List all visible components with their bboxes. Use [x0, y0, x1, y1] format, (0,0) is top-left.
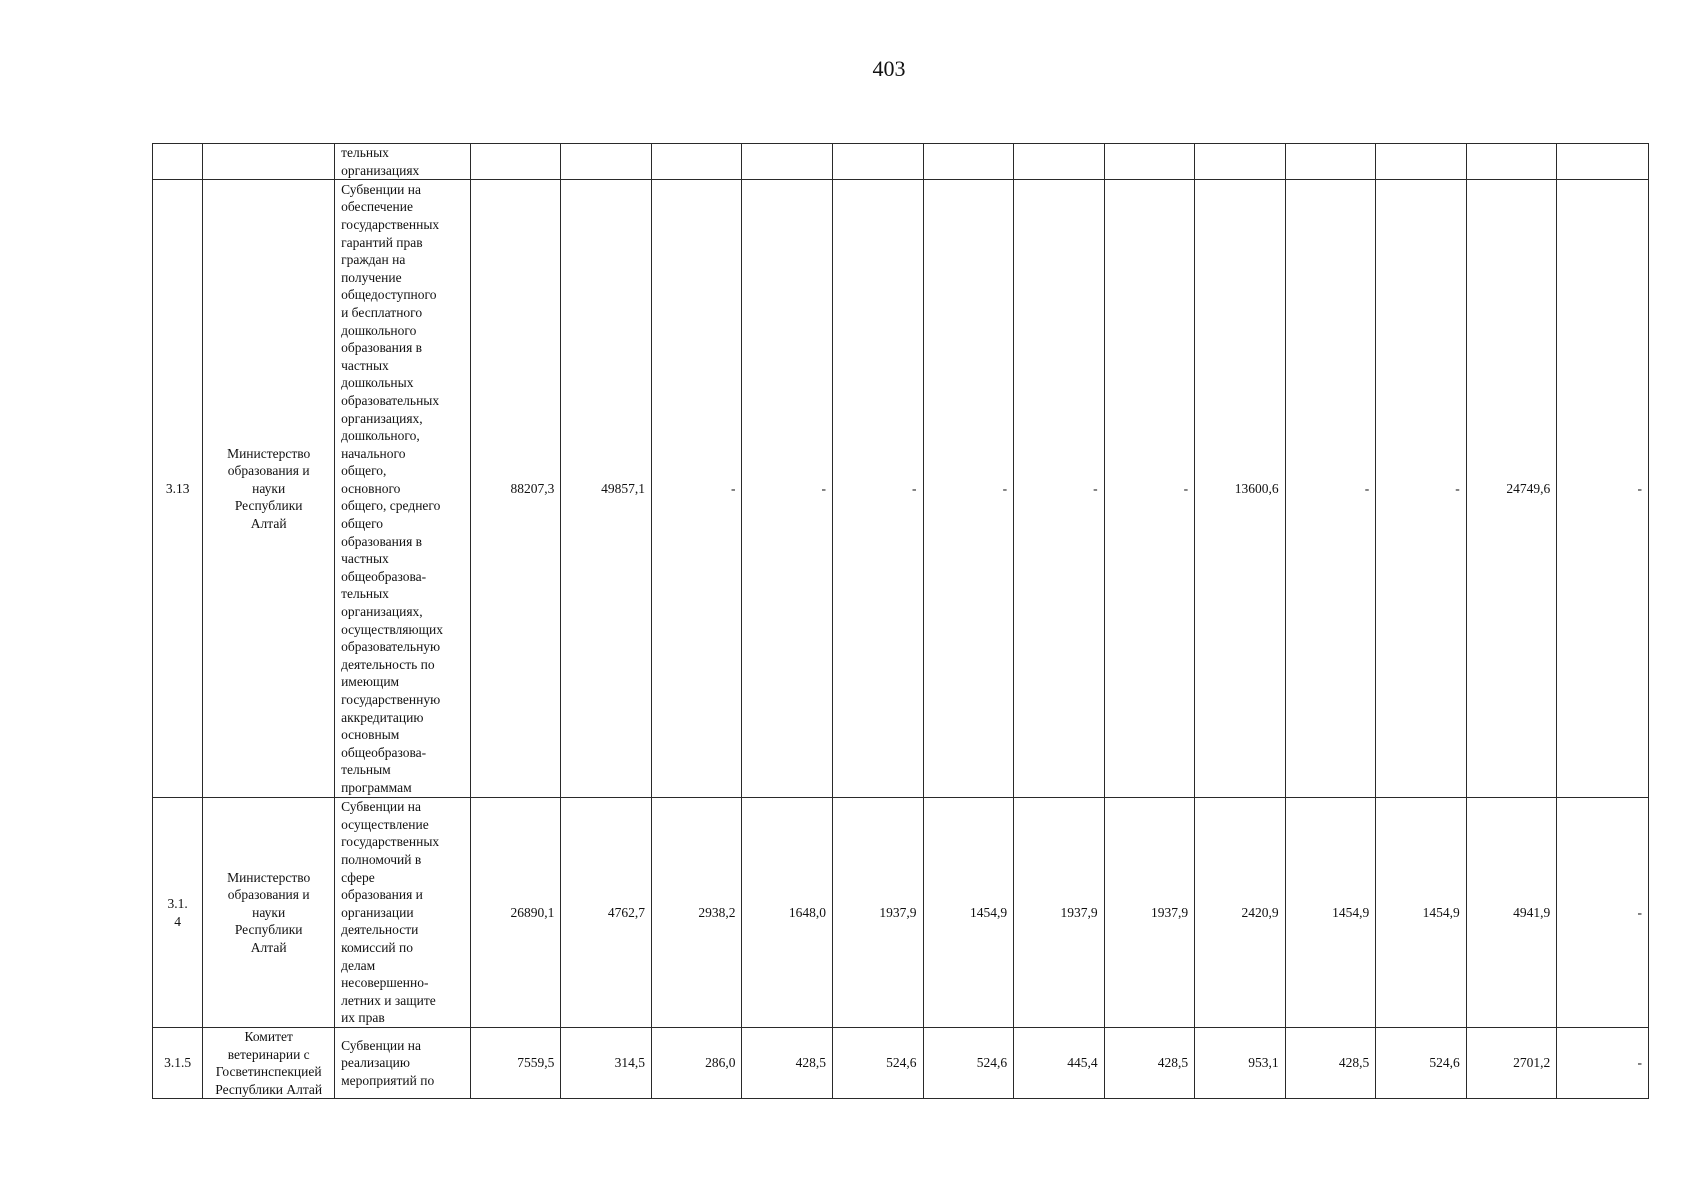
amount-cell: 445,4 [1014, 1027, 1105, 1098]
amount-cell: - [742, 180, 833, 798]
amount-cell [1195, 144, 1286, 180]
description-line: государственную [341, 692, 441, 708]
organization-line: Алтай [250, 516, 287, 532]
description-line: тельным [341, 762, 391, 778]
amount-cell [923, 144, 1014, 180]
amount-cell [1104, 144, 1195, 180]
table-row [153, 180, 1649, 798]
description-line: образования и [341, 887, 423, 903]
amount-cell: 1454,9 [1285, 798, 1376, 1028]
amount-cell: - [1557, 180, 1649, 798]
amount-cell: 428,5 [1285, 1027, 1376, 1098]
organization-line: ветеринарии с [227, 1046, 310, 1062]
organization-line: Министерство [227, 869, 311, 885]
amount-cell: - [1376, 180, 1467, 798]
description-line: имеющим [341, 674, 400, 690]
amount-cell: 2420,9 [1195, 798, 1286, 1028]
description-cell [335, 144, 471, 180]
amount-cell [1466, 144, 1557, 180]
description-line: обеспечение [341, 199, 413, 215]
description-line: получение [341, 269, 402, 285]
description-line: образовательных [341, 392, 440, 408]
amount-cell: 13600,6 [1195, 180, 1286, 798]
description-line: дошкольных [341, 375, 414, 391]
amount-cell [1376, 144, 1467, 180]
organization-line: Республики [234, 922, 303, 938]
amount-cell: 4941,9 [1466, 798, 1557, 1028]
row-code-cell: 3.1. 4 [153, 798, 203, 1028]
amount-cell [1014, 144, 1105, 180]
description-line: сфере [341, 869, 375, 885]
amount-cell: - [1014, 180, 1105, 798]
amount-cell: - [923, 180, 1014, 798]
description-line: организациях, [341, 410, 423, 426]
description-line: частных [341, 357, 389, 373]
amount-cell: 524,6 [923, 1027, 1014, 1098]
page-number: 403 [872, 56, 906, 81]
description-line: летних и защите [341, 992, 436, 1008]
amount-cell: 88207,3 [470, 180, 561, 798]
description-cell [335, 798, 471, 1028]
amount-cell: 24749,6 [1466, 180, 1557, 798]
amount-cell: 286,0 [651, 1027, 742, 1098]
amount-cell: 1454,9 [1376, 798, 1467, 1028]
description-line: программам [341, 779, 412, 795]
amount-cell: 1454,9 [923, 798, 1014, 1028]
organization-line: Министерство [227, 445, 311, 461]
description-line: образования в [341, 340, 423, 356]
organization-line: Комитет [244, 1028, 293, 1044]
amount-cell: 314,5 [561, 1027, 652, 1098]
amount-cell: 953,1 [1195, 1027, 1286, 1098]
amount-cell: 1937,9 [1014, 798, 1105, 1028]
row-code-cell [153, 144, 203, 180]
description-line: основным [341, 727, 400, 743]
description-line: тельных [341, 586, 389, 602]
description-line: деятельность по [341, 656, 435, 672]
organization-line: образования и [227, 463, 310, 479]
amount-cell [651, 144, 742, 180]
amount-cell [833, 144, 924, 180]
description-line: общего [341, 516, 384, 532]
amount-cell: - [1104, 180, 1195, 798]
description-line: деятельности [341, 922, 419, 938]
amount-cell: 428,5 [742, 1027, 833, 1098]
budget-table [152, 143, 1649, 1099]
description-line: общеобразова- [341, 744, 427, 760]
description-line: организациях, [341, 604, 423, 620]
description-line: Субвенции на [341, 181, 421, 197]
organization-cell [203, 798, 335, 1028]
description-line: Субвенции на [341, 1037, 421, 1053]
amount-cell: 7559,5 [470, 1027, 561, 1098]
description-line: организации [341, 904, 414, 920]
organization-line: образования и [227, 887, 310, 903]
table-row [153, 1027, 1649, 1098]
amount-cell: - [651, 180, 742, 798]
description-line: образовательную [341, 639, 441, 655]
amount-cell: 1937,9 [1104, 798, 1195, 1028]
amount-cell [1285, 144, 1376, 180]
organization-line: Госветинспекцией [215, 1064, 322, 1080]
description-line: полномочий в [341, 851, 422, 867]
amount-cell [561, 144, 652, 180]
description-line: мероприятий по [341, 1072, 435, 1088]
description-line: организациях [341, 162, 420, 178]
table-body [153, 144, 1649, 1099]
description-line: частных [341, 551, 389, 567]
description-line: гарантий прав [341, 234, 423, 250]
description-line: тельных [341, 145, 389, 160]
amount-cell [1557, 144, 1649, 180]
description-line: начального [341, 445, 406, 461]
description-line: и бесплатного [341, 304, 423, 320]
amount-cell: 524,6 [833, 1027, 924, 1098]
row-code-cell: 3.1.5 [153, 1027, 203, 1098]
description-line: осуществление [341, 816, 429, 832]
description-line: осуществляющих [341, 621, 443, 637]
description-line: аккредитацию [341, 709, 424, 725]
amount-cell: 2701,2 [1466, 1027, 1557, 1098]
description-line: дошкольного, [341, 428, 420, 444]
amount-cell: 26890,1 [470, 798, 561, 1028]
organization-line: Республики [234, 498, 303, 514]
description-line: общеобразова- [341, 568, 427, 584]
amount-cell: 524,6 [1376, 1027, 1467, 1098]
row-code-cell: 3.13 [153, 180, 203, 798]
organization-cell [203, 144, 335, 180]
description-line: несовершенно- [341, 975, 429, 991]
description-line: основного [341, 480, 401, 496]
organization-cell [203, 180, 335, 798]
amount-cell: 4762,7 [561, 798, 652, 1028]
amount-cell: 49857,1 [561, 180, 652, 798]
amount-cell [742, 144, 833, 180]
amount-cell: 2938,2 [651, 798, 742, 1028]
description-line: государственных [341, 834, 440, 850]
description-line: общего, среднего [341, 498, 441, 514]
description-line: их прав [341, 1010, 385, 1026]
description-line: общедоступного [341, 287, 437, 303]
organization-line: науки [252, 480, 286, 496]
amount-cell: - [1557, 798, 1649, 1028]
table-row [153, 144, 1649, 180]
description-line: граждан на [341, 252, 406, 268]
amount-cell: 428,5 [1104, 1027, 1195, 1098]
description-line: Субвенции на [341, 799, 421, 815]
description-line: дошкольного [341, 322, 417, 338]
description-line: государственных [341, 216, 440, 232]
description-line: делам [341, 957, 376, 973]
organization-line: науки [252, 904, 286, 920]
description-line: комиссий по [341, 939, 413, 955]
description-line: реализацию [341, 1055, 410, 1071]
table-row [153, 798, 1649, 1028]
amount-cell: 1648,0 [742, 798, 833, 1028]
organization-cell [203, 1027, 335, 1098]
amount-cell: - [833, 180, 924, 798]
description-line: общего, [341, 463, 387, 479]
amount-cell: - [1557, 1027, 1649, 1098]
description-line: образования в [341, 533, 423, 549]
organization-line: Алтай [250, 939, 287, 955]
description-cell [335, 180, 471, 798]
description-cell [335, 1027, 471, 1098]
amount-cell: 1937,9 [833, 798, 924, 1028]
amount-cell: - [1285, 180, 1376, 798]
amount-cell [470, 144, 561, 180]
organization-line: Республики Алтай [215, 1081, 323, 1097]
